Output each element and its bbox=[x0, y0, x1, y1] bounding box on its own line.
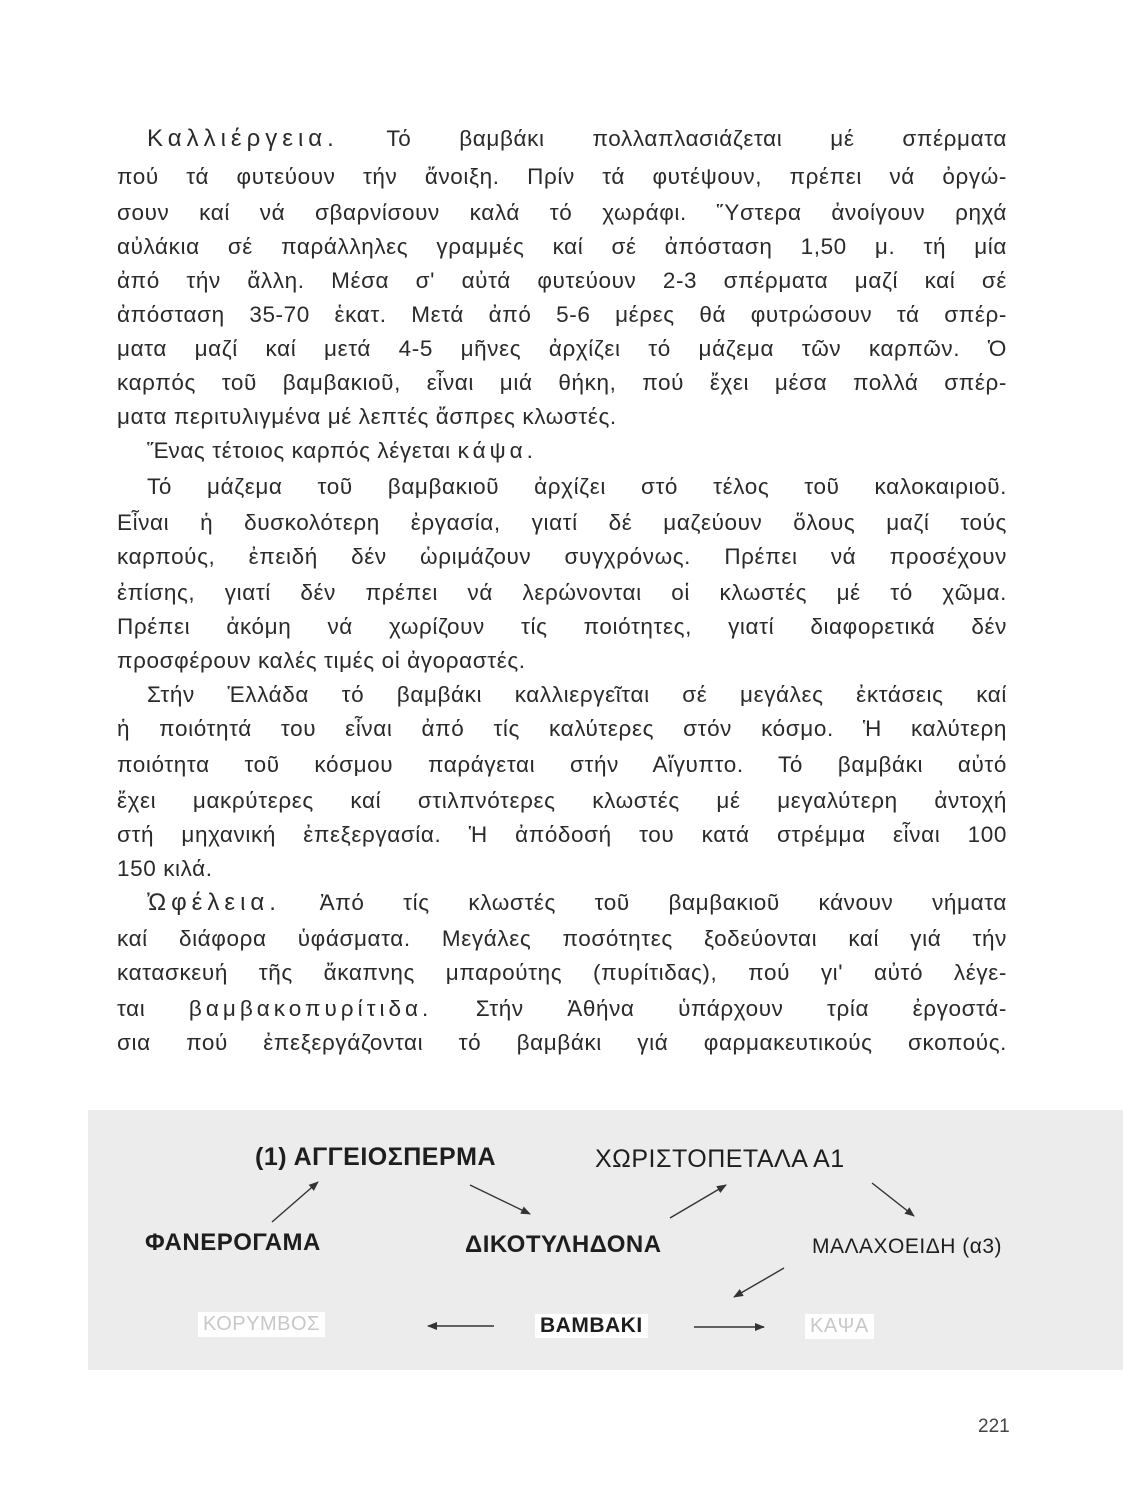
term-vamvakopyritida: βαμβακοπυρίτιδα. bbox=[188, 996, 433, 1021]
paragraph-line: ἡ ποιότητά του εἶναι ἀπό τίς καλύτερες στόν κόσμο. Ἡ καλύτερη bbox=[117, 716, 1007, 741]
paragraph-line: Ἕνας τέτοιος καρπός λέγεται κάψα. bbox=[147, 438, 537, 463]
paragraph-line: σουν καί νά σβαρνίσουν καλά τό χωράφι. Ὕστερα ἀνοίγουν ρηχά bbox=[117, 200, 1007, 225]
term-kapsa: κάψα. bbox=[457, 438, 537, 463]
arrow-fanerogama-to-angeiosperma bbox=[272, 1182, 318, 1222]
paragraph-line: Καλλιέργεια. Τό βαμβάκι πολλαπλασιάζεται μέ σπέρματα bbox=[147, 125, 1007, 152]
section-heading-benefit: Ὠφέλεια. bbox=[147, 889, 281, 916]
paragraph-line: καί διάφορα ὑφάσματα. Μεγάλες ποσότητες ξοδεύονται καί γιά τήν bbox=[117, 926, 1007, 951]
diagram-node-vamvaki: ΒΑΜΒΑΚΙ bbox=[535, 1314, 648, 1338]
paragraph-line: Ὠφέλεια. Ἀπό τίς κλωστές τοῦ βαμβακιοῦ κάνουν νήματα bbox=[147, 889, 1007, 916]
arrow-dikotylidona-to-choristopetala bbox=[670, 1185, 726, 1218]
paragraph-line: ματα μαζί καί μετά 4-5 μῆνες ἀρχίζει τό μάζεμα τῶν καρπῶν. Ὁ bbox=[117, 336, 1007, 361]
arrow-choristopetala-to-malachoeidi bbox=[872, 1183, 914, 1216]
diagram-node-choristopetala: ΧΩΡΙΣΤΟΠΕΤΑΛΑ Α1 bbox=[595, 1145, 845, 1173]
diagram-node-malachoeidi: ΜΑΛΑΧΟΕΙΔΗ (α3) bbox=[812, 1235, 1003, 1258]
section-heading-cultivation: Καλλιέργεια. bbox=[147, 125, 339, 152]
paragraph-line: ἐπίσης, γιατί δέν πρέπει νά λερώνονται οἱ κλωστές μέ τό χῶμα. bbox=[117, 580, 1007, 605]
paragraph-line: ἀπόσταση 35-70 ἑκατ. Μετά ἀπό 5-6 μέρες θά φυτρώσουν τά σπέρ- bbox=[117, 302, 1007, 327]
paragraph-line: προσφέρουν καλές τιμές οἱ ἀγοραστές. bbox=[117, 648, 526, 673]
diagram-node-angeiosperma: (1) ΑΓΓΕΙΟΣΠΕΡΜΑ bbox=[255, 1143, 497, 1171]
diagram-node-kapsa: ΚΑΨΑ bbox=[805, 1314, 874, 1339]
paragraph-line: αὐλάκια σέ παράλληλες γραμμές καί σέ ἀπόσταση 1,50 μ. τή μία bbox=[117, 234, 1007, 259]
paragraph-line: καρπός τοῦ βαμβακιοῦ, εἶναι μιά θήκη, πού ἔχει μέσα πολλά σπέρ- bbox=[117, 370, 1007, 395]
diagram-node-fanerogama: ΦΑΝΕΡΟΓΑΜΑ bbox=[145, 1229, 321, 1256]
paragraph-line: Στήν Ἑλλάδα τό βαμβάκι καλλιεργεῖται σέ μεγάλες ἐκτάσεις καί bbox=[147, 682, 1007, 707]
paragraph-line: στή μηχανική ἐπεξεργασία. Ἡ ἀπόδοσή του κατά στρέμμα εἶναι 100 bbox=[117, 822, 1007, 847]
paragraph-line: ἀπό τήν ἄλλη. Μέσα σ' αὐτά φυτεύουν 2-3 σπέρματα μαζί καί σέ bbox=[117, 268, 1007, 293]
paragraph-line: ται βαμβακοπυρίτιδα. Στήν Ἀθήνα ὑπάρχουν τρία ἐργοστά- bbox=[117, 996, 1007, 1021]
paragraph-line: 150 κιλά. bbox=[117, 856, 213, 881]
paragraph-line: ἔχει μακρύτερες καί στιλπνότερες κλωστές μέ μεγαλύτερη ἀντοχή bbox=[117, 788, 1007, 813]
page-number: 221 bbox=[978, 1416, 1010, 1437]
paragraph-line: κατασκευή τῆς ἄκαπνης μπαρούτης (πυρίτιδας), πού γι' αὐτό λέγε- bbox=[117, 960, 1007, 985]
diagram-node-korymvos: ΚΟΡΥΜΒΟΣ bbox=[198, 1312, 325, 1337]
paragraph-line: καρπούς, ἐπειδή δέν ὡριμάζουν συγχρόνως. Πρέπει νά προσέχουν bbox=[117, 544, 1007, 569]
paragraph-line: Εἶναι ἡ δυσκολότερη ἐργασία, γιατί δέ μαζεύουν ὅλους μαζί τούς bbox=[117, 510, 1007, 535]
paragraph-line: Πρέπει ἀκόμη νά χωρίζουν τίς ποιότητες, γιατί διαφορετικά δέν bbox=[117, 614, 1007, 639]
paragraph-line: Τό μάζεμα τοῦ βαμβακιοῦ ἀρχίζει στό τέλος τοῦ καλοκαιριοῦ. bbox=[147, 474, 1007, 499]
arrow-angeiosperma-to-dikotylidona bbox=[470, 1185, 530, 1214]
arrow-malachoeidi-to-vamvaki bbox=[734, 1268, 784, 1297]
diagram-node-dikotylidona: ΔΙΚΟΤΥΛΗΔΟΝΑ bbox=[465, 1231, 662, 1258]
paragraph-line: σια πού ἐπεξεργάζονται τό βαμβάκι γιά φαρμακευτικούς σκοπούς. bbox=[117, 1030, 1007, 1055]
paragraph-line: ματα περιτυλιγμένα μέ λεπτές ἄσπρες κλωστές. bbox=[117, 404, 617, 429]
paragraph-line: πού τά φυτεύουν τήν ἄνοιξη. Πρίν τά φυτέψουν, πρέπει νά ὀργώ- bbox=[117, 164, 1007, 189]
paragraph-line: ποιότητα τοῦ κόσμου παράγεται στήν Αἴγυπτο. Τό βαμβάκι αὐτό bbox=[117, 752, 1007, 777]
